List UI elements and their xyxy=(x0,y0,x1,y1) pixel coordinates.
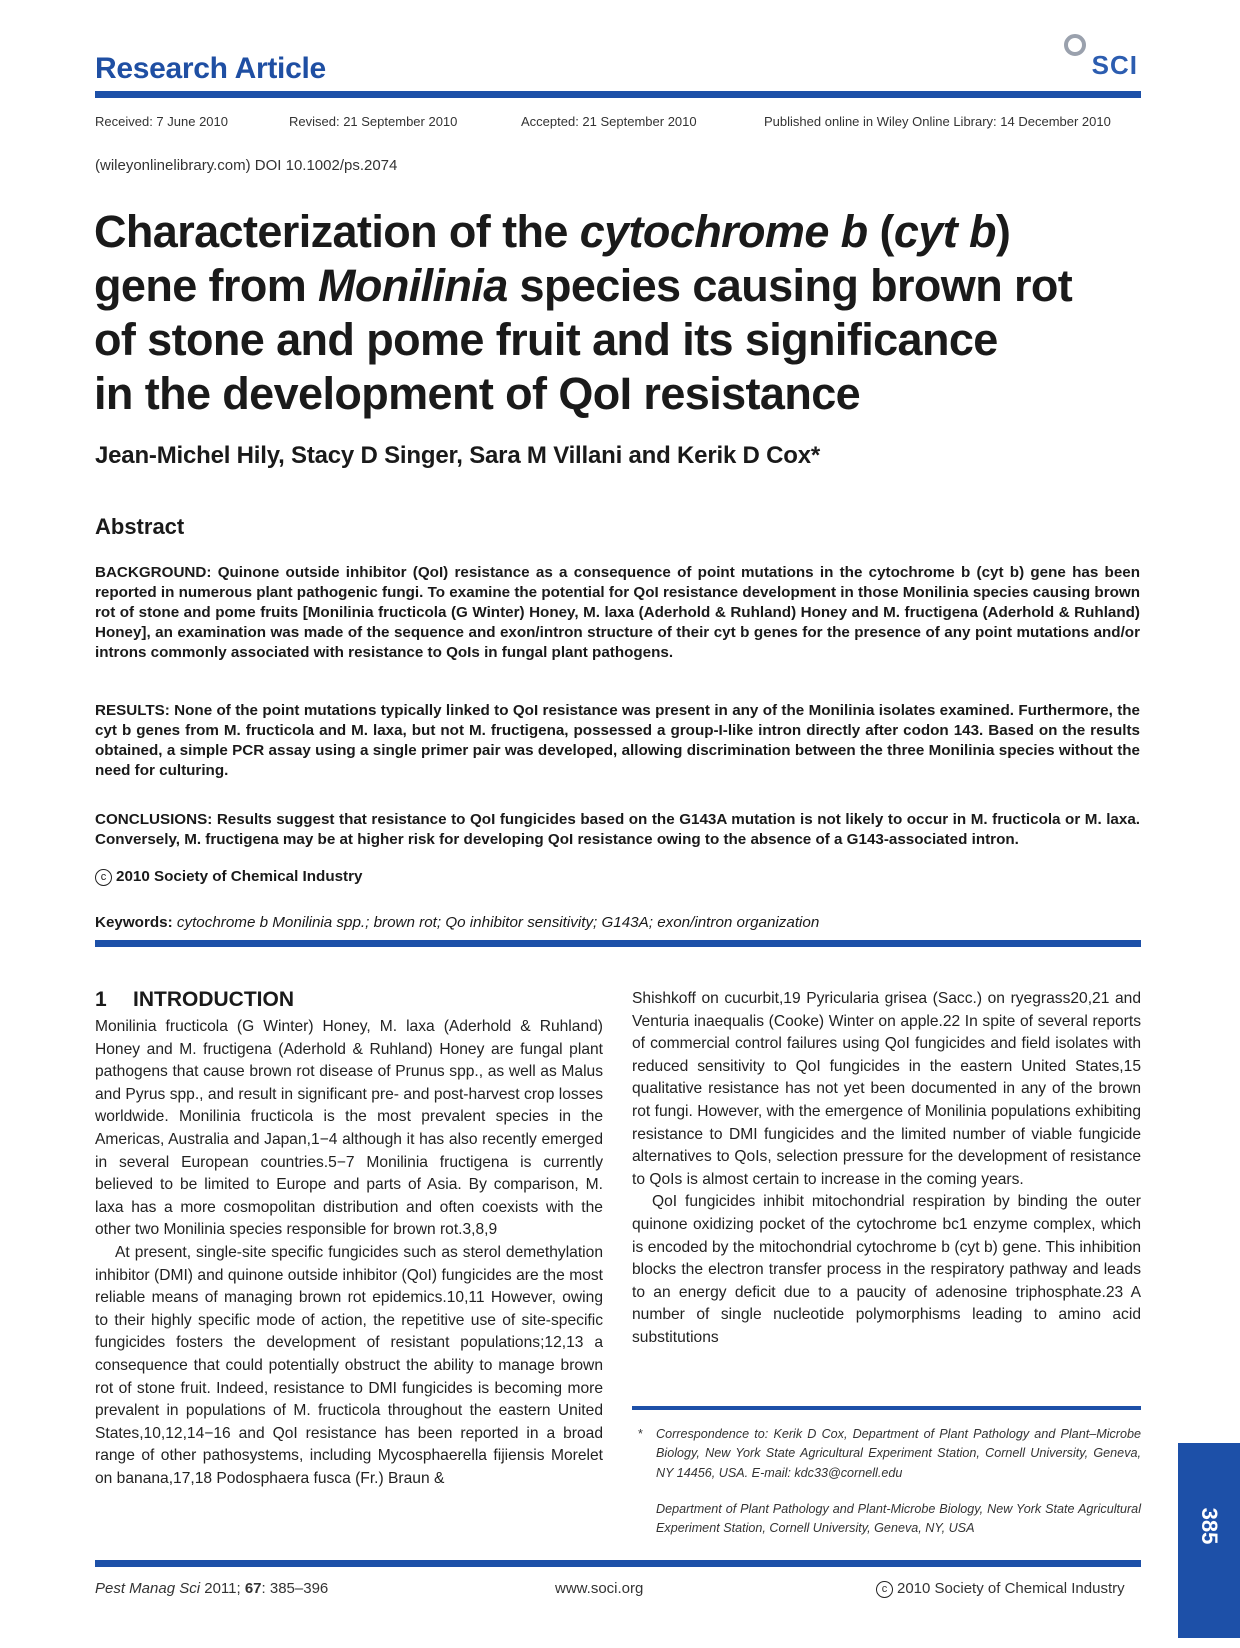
footer-rule xyxy=(95,1560,1141,1567)
logo-ring-icon xyxy=(1064,34,1086,56)
received-date: Received: 7 June 2010 xyxy=(95,114,228,129)
affiliation-note: Department of Plant Pathology and Plant-Microbe Biology, New York State Agricultural Experiment Station, Cornell University, Geneva, NY, USA xyxy=(656,1502,1141,1536)
title-line-1: Characterization of the cytochrome b (cyt b) xyxy=(94,206,1011,257)
footnote-star: * xyxy=(638,1427,643,1441)
author-list: Jean-Michel Hily, Stacy D Singer, Sara M Villani and Kerik D Cox* xyxy=(95,442,821,469)
correspondence-note xyxy=(632,1425,1141,1483)
keywords-text: cytochrome b Monilinia spp.; brown rot; Qo inhibitor sensitivity; G143A; exon/intron organization xyxy=(176,914,820,931)
abstract-results: RESULTS: None of the point mutations typically linked to QoI resistance was present in any of the Monilinia isolates examined. Furthermore, the cyt b genes from M. fructicola and M. laxa, but not M. fructigena, possessed a group-I-like intron directly after codon 143. Based on the results obtained, a simple PCR assay using a single primer pair was developed, allowing discrimination between the three Monilinia species without the need for culturing. xyxy=(95,702,1140,779)
title-line-4: in the development of QoI resistance xyxy=(94,368,861,419)
accepted-date: Accepted: 21 September 2010 xyxy=(521,114,697,129)
intro-paragraph-1: Monilinia fructicola (G Winter) Honey, M. laxa (Aderhold & Ruhland) Honey and M. fructigena (Aderhold & Ruhland) Honey are fungal plant pathogens that cause brown rot disease of Prunus spp., as well as Malus and Pyrus spp., and result in significant pre- and post-harvest crop losses worldwide. Monilinia fructicola is the most prevalent species in the Americas, Australia and Japan,1−4 although it has also recently emerged in several European countries.5−7 Monilinia fructigena is currently believed to be limited to Europe and parts of Asia. By comparison, M. laxa has a more cosmopolitan distribution and often coexists with the other two Monilinia species responsible for brown rot.3,8,9 xyxy=(95,1018,603,1239)
intro-paragraph-3: Shishkoff on cucurbit,19 Pyricularia grisea (Sacc.) on ryegrass20,21 and Venturia inaequalis (Cooke) Winter on apple.22 In spite of several reports of commercial control failures using QoI fungicides and field isolates with reduced sensitivity to QoI fungicides in the eastern United States,15 qualitative resistance has not yet been documented in any of the brown rot fungi. However, with the emergence of Monilinia populations exhibiting resistance to DMI fungicides and the limited number of viable fungicide alternatives to QoIs, selection pressure for the development of resistance to QoIs is almost certain to increase in the coming years. xyxy=(632,990,1141,1188)
footnote-rule xyxy=(632,1406,1141,1410)
published-date: Published online in Wiley Online Library: 14 December 2010 xyxy=(764,114,1111,129)
title-line-2: gene from Monilinia species causing brown rot xyxy=(94,260,1073,311)
right-column xyxy=(632,988,1141,1350)
intro-paragraph-2: At present, single-site specific fungicides such as sterol demethylation inhibitor (DMI) and quinone outside inhibitor (QoI) fungicides are the most reliable means of managing brown rot epidemics.10,11 However, owing to their highly specific mode of action, the repetitive use of site-specific fungicides fosters the development of resistant populations;12,13 a consequence that could potentially obstruct the ability to manage brown rot of stone fruit. Indeed, resistance to DMI fungicides is becoming more prevalent in populations of M. fructicola throughout the eastern United States,10,12,14−16 and QoI resistance has been reported in a broad range of other pathosystems, including Mycosphaerella fijiensis Morelet on banana,17,18 Podosphaera fusca (Fr.) Braun & xyxy=(95,1243,603,1487)
header-rule xyxy=(95,91,1141,98)
revised-date: Revised: 21 September 2010 xyxy=(289,114,458,129)
abstract-background: BACKGROUND: Quinone outside inhibitor (QoI) resistance as a consequence of point mutations in the cytochrome b (cyt b) gene has been reported in numerous plant pathogenic fungi. To examine the potential for QoI resistance development in those Monilinia species causing brown rot of stone and pome fruits [Monilinia fructicola (G Winter) Honey, M. laxa (Aderhold & Ruhland) Honey and M. fructigena (Aderhold & Ruhland) Honey], an examination was made of the sequence and exon/intron structure of their cyt b genes for the presence of any point mutations and/or introns commonly associated with resistance to QoIs in fungal plant pathogens. xyxy=(95,564,1140,661)
abstract-heading: Abstract xyxy=(95,514,185,539)
footer-copyright-icon: c xyxy=(876,1581,893,1598)
sci-logo xyxy=(1018,30,1138,85)
abstract-copyright: c 2010 Society of Chemical Industry xyxy=(95,868,362,886)
page-number-tab xyxy=(1178,1443,1240,1638)
copyright-icon: c xyxy=(95,869,112,886)
doi-line: (wileyonlinelibrary.com) DOI 10.1002/ps.2074 xyxy=(95,157,398,174)
abstract-rule xyxy=(95,940,1141,947)
correspondence-text: Correspondence to: Kerik D Cox, Department of Plant Pathology and Plant–Microbe Biology, New York State Agricultural Experiment Station, Cornell University, Geneva, NY 14456, USA. E-mail: kdc33@cornell.edu xyxy=(656,1427,1141,1480)
footer-url[interactable]: www.soci.org xyxy=(555,1580,644,1597)
abstract-conclusions: CONCLUSIONS: Results suggest that resistance to QoI fungicides based on the G143A mutation is not likely to occur in M. fructicola or M. laxa. Conversely, M. fructigena may be at higher risk for developing QoI resistance owing to the absence of a G143-associated intron. xyxy=(95,811,1140,848)
title-line-3: of stone and pome fruit and its significance xyxy=(94,314,998,365)
intro-paragraph-4: QoI fungicides inhibit mitochondrial respiration by binding the outer quinone oxidizing pocket of the cytochrome bc1 enzyme complex, which is encoded by the mitochondrial cytochrome b (cyt b) gene. This inhibition blocks the electron transfer process in the respiratory pathway and leads to an energy deficit due to a paucity of adenosine triphosphate.23 A number of single nucleotide polymorphisms leading to amino acid substitutions xyxy=(632,1193,1141,1346)
article-title xyxy=(94,205,1154,421)
section-heading-introduction: 1 INTRODUCTION xyxy=(95,988,294,1011)
logo-text: SCI xyxy=(1091,50,1138,80)
article-type-heading: Research Article xyxy=(95,52,326,85)
footer-citation: Pest Manag Sci 2011; 67: 385–396 xyxy=(95,1580,329,1597)
left-column xyxy=(95,1016,603,1490)
footer-copyright: c 2010 Society of Chemical Industry xyxy=(876,1580,1125,1598)
keywords xyxy=(95,914,819,931)
keywords-label: Keywords: xyxy=(95,914,173,931)
page-number: 385 xyxy=(1197,1507,1222,1545)
